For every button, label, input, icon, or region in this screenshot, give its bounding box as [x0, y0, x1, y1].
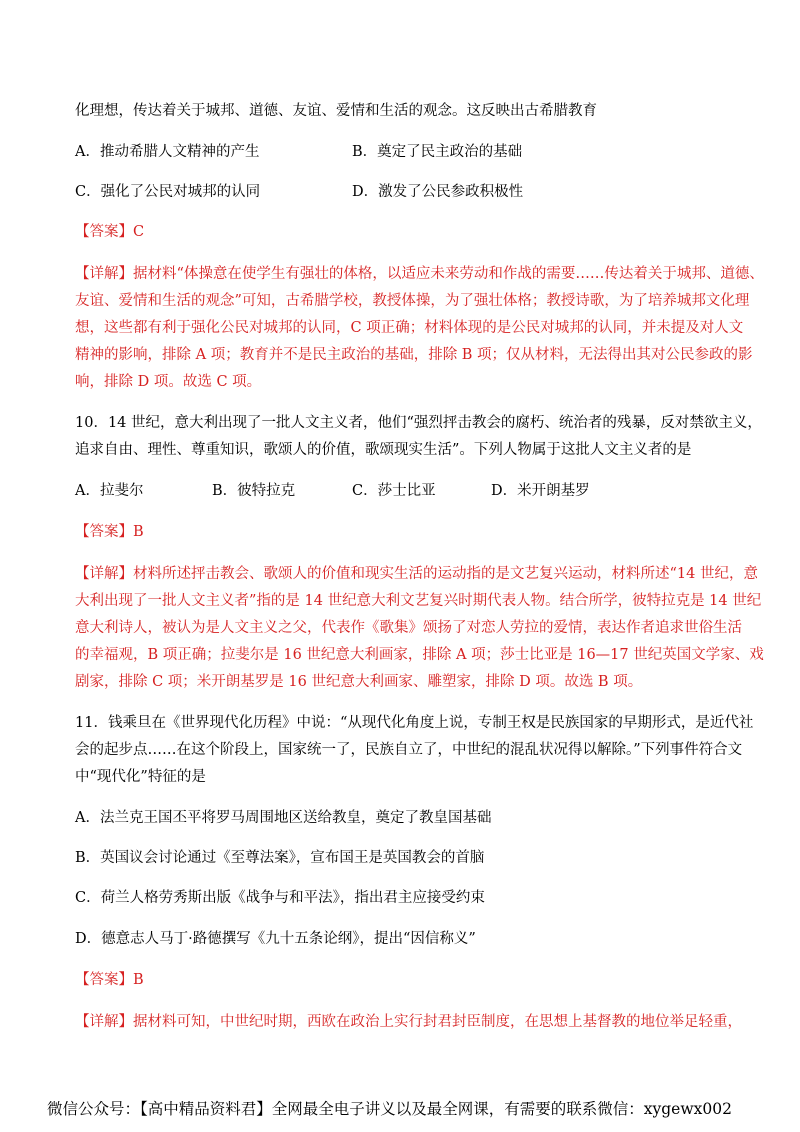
q9-explain-line: 响，排除 D 项。故选 C 项。	[75, 374, 262, 390]
q11-answer: 【答案】B	[75, 972, 144, 988]
q10-answer: 【答案】B	[75, 524, 144, 540]
q10-option-a: A．拉斐尔	[75, 483, 144, 499]
q11-stem-line: 会的起步点……在这个阶段上，国家统一了，民族自立了，中世纪的混乱状况得以解除。”下列事件符合文	[75, 742, 743, 758]
q11-stem-line: 11．钱乘旦在《世界现代化历程》中说：“从现代化角度上说，专制王权是民族国家的早期形式，是近代社	[75, 715, 754, 731]
q10-stem-line: 10．14 世纪，意大利出现了一批人文主义者，他们“强烈抨击教会的腐朽、统治者的残暴，反对禁欲主义，	[75, 415, 762, 431]
q10-option-b: B．彼特拉克	[212, 483, 296, 499]
q9-explain-line: 友谊、爱情和生活的观念”可知，古希腊学校，教授体操，为了强壮体格；教授诗歌，为了培养城邦文化理	[75, 293, 750, 309]
q10-explain-line: 的幸福观，B 项正确；拉斐尔是 16 世纪意大利画家，排除 A 项；莎士比亚是 16—17 世纪英国文学家、戏	[75, 647, 764, 663]
q9-stem-line: 化理想，传达着关于城邦、道德、友谊、爱情和生活的观念。这反映出古希腊教育	[75, 103, 597, 119]
q11-stem-line: 中“现代化”特征的是	[75, 769, 206, 785]
q10-explain-line: 意大利诗人，被认为是人文主义之父，代表作《歌集》颂扬了对恋人劳拉的爱情，表达作者追求世俗生活	[75, 620, 742, 636]
q9-option-b: B．奠定了民主政治的基础	[352, 144, 523, 160]
q9-option-a: A．推动希腊人文精神的产生	[75, 144, 260, 160]
q9-explain-line: 【详解】据材料“体操意在使学生有强壮的体格，以适应未来劳动和作战的需要……传达着关于城邦、道德、	[75, 266, 764, 282]
q11-option-c: C．荷兰人格劳秀斯出版《战争与和平法》，指出君主应接受约束	[75, 890, 485, 906]
q9-option-d: D．激发了公民参政积极性	[352, 184, 524, 200]
q10-stem-line: 追求自由、理性、尊重知识，歌颂人的价值，歌颂现实生活”。下列人物属于这批人文主义者的是	[75, 442, 692, 458]
q11-option-b: B．英国议会讨论通过《至尊法案》，宣布国王是英国教会的首脑	[75, 850, 485, 866]
q11-explain-line: 【详解】据材料可知，中世纪时期，西欧在政治上实行封君封臣制度，在思想上基督教的地位举足轻重，	[75, 1014, 742, 1030]
q10-explain-line: 【详解】材料所述抨击教会、歌颂人的价值和现实生活的运动指的是文艺复兴运动，材料所述“14 世纪，意	[75, 566, 758, 582]
q9-answer: 【答案】C	[75, 224, 145, 240]
q9-explain-line: 精神的影响，排除 A 项；教育并不是民主政治的基础，排除 B 项；仅从材料，无法得出其对公民参政的影	[75, 347, 753, 363]
q9-explain-line: 想，这些都有利于强化公民对城邦的认同，C 项正确；材料体现的是公民对城邦的认同，并未提及对人文	[75, 320, 744, 336]
q10-explain-line: 剧家，排除 C 项；米开朗基罗是 16 世纪意大利画家、雕塑家，排除 D 项。故选 B 项。	[75, 674, 643, 690]
footer-note: 微信公众号：【高中精品资料君】全网最全电子讲义以及最全网课，有需要的联系微信：xygewx002	[47, 1100, 732, 1118]
q11-option-a: A．法兰克王国丕平将罗马周围地区送给教皇，奠定了教皇国基础	[75, 810, 492, 826]
q10-option-c: C．莎士比亚	[352, 483, 436, 499]
q10-option-d: D．米开朗基罗	[491, 483, 590, 499]
q11-option-d: D．德意志人马丁·路德撰写《九十五条论纲》，提出“因信称义”	[75, 931, 476, 947]
q10-explain-line: 大利出现了一批人文主义者”指的是 14 世纪意大利文艺复兴时期代表人物。结合所学，彼特拉克是 14 世纪	[75, 593, 762, 609]
q9-option-c: C．强化了公民对城邦的认同	[75, 184, 261, 200]
